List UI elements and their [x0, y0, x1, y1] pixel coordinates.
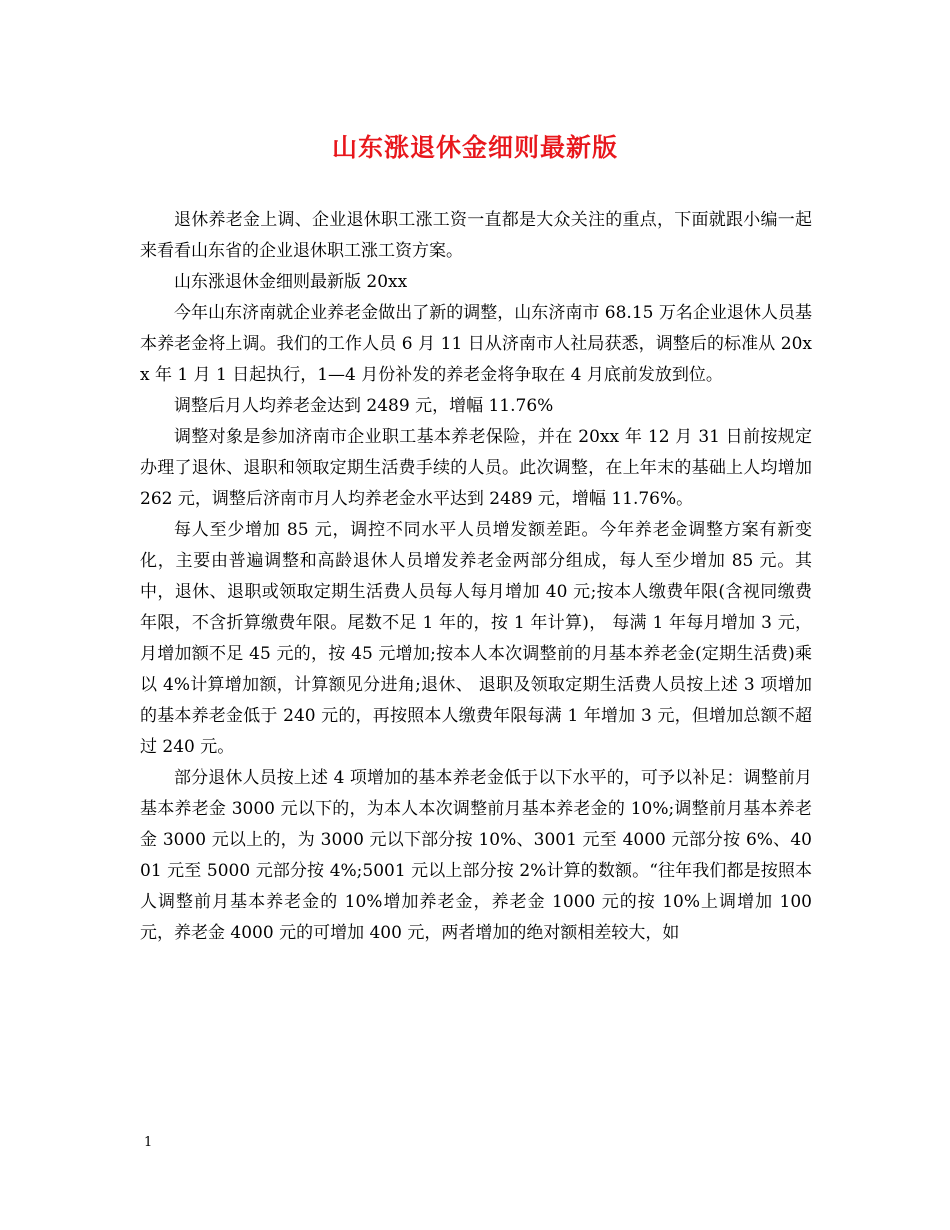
paragraph-adjustment-scope: 调整对象是参加济南市企业职工基本养老保险，并在 20xx 年 12 月 31 日前按规定办理了退休、退职和领取定期生活费手续的人员。此次调整，在上年末的基础上人均增加 262 元，调整后济南市月人均养老金水平达到 2489 元，增幅 11.76%。 — [140, 427, 812, 509]
page-number: 1 — [144, 1135, 153, 1150]
paragraph-supplement-rules: 部分退休人员按上述 4 项增加的基本养老金低于以下水平的，可予以补足：调整前月基本养老金 3000 元以下的，为本人本次调整前月基本养老金的 10%;调整前月基本养老金 3000 元以上的，为 3000 元以下部分按 10%、3001 元至 4000 元部分按 6%、4001 元至 5000 元部分按 4%;5001 元以上部分按 2%计算的数额。“往年我们都是按照本人调整前月基本养老金的 10%增加养老金，养老金 1000 元的按 10%上调增加 100 元，养老金 4000 元的可增加 400 元，两者增加的绝对额相差较大，如 — [140, 768, 812, 943]
paragraph-intro: 退休养老金上调、企业退休职工涨工资一直都是大众关注的重点，下面就跟小编一起来看看山东省的企业退休职工涨工资方案。 — [140, 210, 812, 261]
paragraph-subtitle: 山东涨退休金细则最新版 20xx — [174, 272, 408, 292]
paragraph-adjustment-news: 今年山东济南就企业养老金做出了新的调整，山东济南市 68.15 万名企业退休人员基本养老金将上调。我们的工作人员 6 月 11 日从济南市人社局获悉，调整后的标准从 20xx 年 1 月 1 日起执行，1—4 月份补发的养老金将争取在 4 月底前发放到位。 — [140, 303, 812, 385]
document-title: 山东涨退休金细则最新版 — [331, 133, 618, 162]
paragraph-minimum-increase: 每人至少增加 85 元，调控不同水平人员增发额差距。今年养老金调整方案有新变化，主要由普遍调整和高龄退休人员增发养老金两部分组成，每人至少增加 85 元。其中，退休、退职或领取定期生活费人员每人每月增加 40 元;按本人缴费年限(含视同缴费年限，不含折算缴费年限。尾数不足 1 年的，按 1 年计算)， 每满 1 年每月增加 3 元，月增加额不足 45 元的，按 45 元增加;按本人本次调整前的月基本养老金(定期生活费)乘以 4%计算增加额，计算额见分进角;退休、 退职及领取定期生活费人员按上述 3 项增加的基本养老金低于 240 元的，再按照本人缴费年限每满 1 年增加 3 元，但增加总额不超过 240 元。 — [140, 520, 812, 757]
paragraph-average-pension: 调整后月人均养老金达到 2489 元，增幅 11.76% — [174, 396, 554, 416]
document-body — [140, 205, 812, 949]
